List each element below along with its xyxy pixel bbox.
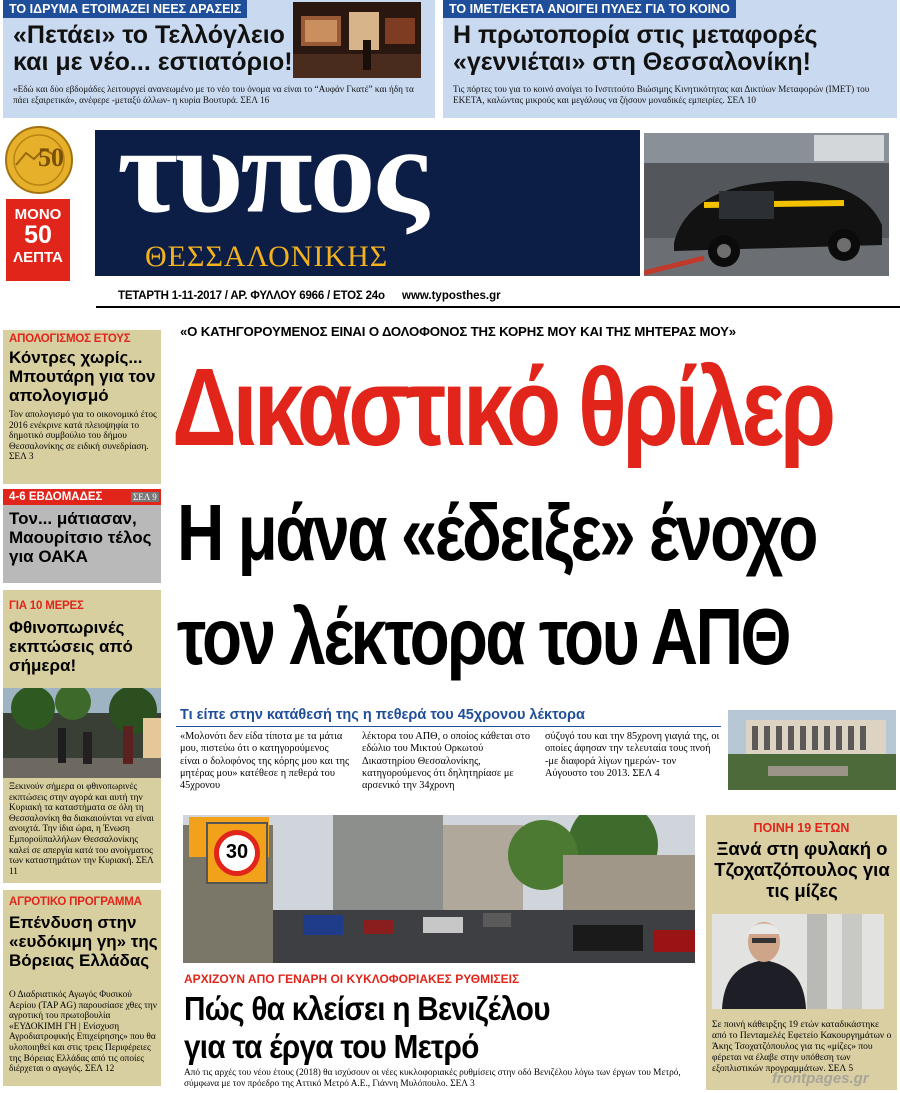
taxi-photo — [644, 133, 889, 276]
logo-subtitle: ΘΕΣΣΑΛΟΝΙΚΗΣ — [145, 240, 389, 273]
main-title: Δικαστικό θρίλερ — [172, 346, 832, 469]
main-headline-line2: τον λέκτορα του ΑΠΘ — [177, 592, 790, 681]
metro-headline-line2: για τα έργα του Μετρό — [184, 1028, 479, 1065]
sidebar-headline: Επένδυση στην «ευδόκιμη γη» της Βόρειας Ελλάδας — [9, 913, 158, 970]
price-label-only: ΜΟΝΟ — [14, 206, 62, 223]
masthead — [0, 102, 900, 285]
sidebar-headline: Κόντρες χωρίς... Μπουτάρη για τον απολογισμό — [9, 348, 156, 405]
teaser-photo-exhibition — [293, 2, 421, 78]
sidebar-story-eudokimi[interactable] — [3, 890, 161, 1086]
coin-value: 50 — [38, 143, 64, 172]
masthead-banner — [95, 102, 640, 276]
main-col-3: σύζυγό του και την 85χρονη γιαγιά της, οι οποίες άφησαν την τελευταία τους πνοή -με διαφορά λίγων ημερών- τον Αύγουστο του 2013. ΣΕΛ 4 — [545, 731, 720, 779]
right-story[interactable] — [706, 815, 897, 1090]
sidebar-body: Ο Διαδριατικός Αγωγός Φυσικού Αερίου (TAP AG) παρουσίασε χθες την αγροτική του πρωτοβουλία «ΕΥΔΟΚΙΜΗ ΓΗ | Ενίσχυση Αγροδιατροφικής Επιχείρησης» που θα υλοποιηθεί και στις τρεις Περιφέρειες της Βόρειας Ελλάδας από τις οποίες διέρχεται ο αγωγός. ΣΕΛ 12 — [9, 990, 157, 1075]
main-headline-line1: Η μάνα «έδειξε» ένοχο — [177, 488, 816, 577]
sidebar-headline: Φθινοπωρινές εκπτώσεις από σήμερα! — [9, 618, 133, 675]
teaser-kicker: ΤΟ ΙΜΕΤ/ΕΚΕΤΑ ΑΝΟΙΓΕΙ ΠΥΛΕΣ ΓΙΑ ΤΟ ΚΟΙΝΟ — [443, 0, 736, 18]
teaser-kicker: ΤΟ ΙΔΡΥΜΑ ΕΤΟΙΜΑΖΕΙ ΝΕΕΣ ΔΡΑΣΕΙΣ — [3, 0, 247, 18]
website-link[interactable]: www.typosthes.gr — [402, 290, 501, 302]
sidebar-body: Ξεκινούν σήμερα οι φθινοπωρινές εκπτώσεις στην αγορά και αυτή την Κυριακή τα καταστήματα σε όλη τη Θεσσαλονίκη θα διακαιούνται να είναι ανοιχτά. Την ίδια ώρα, η Ένωση Εμποροϋπαλλήλων Θεσσαλονίκης καλεί σε απεργία κατά του ανοίγματος των καταστημάτων την Κυριακή. ΣΕΛ 11 — [9, 782, 154, 877]
main-quote: «Ο ΚΑΤΗΓΟΡΟΥΜΕΝΟΣ ΕΙΝΑΙ Ο ΔΟΛΟΦΟΝΟΣ ΤΗΣ ΚΟΡΗΣ ΜΟΥ ΚΑΙ ΤΗΣ ΜΗΤΕΡΑΣ ΜΟΥ» — [180, 324, 736, 339]
sidebar-kicker: ΓΙΑ 10 ΜΕΡΕΣ — [9, 600, 84, 612]
teaser-headline-line1: «Πετάει» το Τελλόγλειο — [13, 21, 285, 49]
logo-typos: τυπος — [117, 102, 426, 239]
sidebar-body: Τον απολογισμό για το οικονομικό έτος 2016 ενέκρινε κατά πλειοψηφία το δημοτικό συμβούλιο του δήμου Θεσσαλονίκης σε ειδική συνεδρίαση. ΣΕΛ 3 — [9, 410, 157, 463]
right-kicker: ΠΟΙΝΗ 19 ΕΤΩΝ — [753, 821, 850, 835]
teaser-headline-line1: Η πρωτοπορία στις μεταφορές — [453, 21, 818, 49]
subhead-rule — [176, 726, 721, 727]
teaser-headline-line2: «γεννιέται» στη Θεσσαλονίκη! — [453, 48, 811, 76]
price-unit: ΛΕΠΤΑ — [13, 249, 63, 266]
metro-kicker: ΑΡΧΙΖΟΥΝ ΑΠΟ ΓΕΝΑΡΗ ΟΙ ΚΥΚΛΟΦΟΡΙΑΚΕΣ ΡΥΘΜΙΣΕΙΣ — [184, 972, 520, 986]
main-col-2: λέκτορα του ΑΠΘ, ο οποίος κάθεται στο εδώλιο του Μικτού Ορκωτού Δικαστηρίου Θεσσαλονίκης, κατηγορούμενος ότι δηλητηρίασε με αρσενικό την 34χρονη — [362, 731, 530, 792]
sidebar-story-ekptoseis[interactable] — [3, 590, 161, 883]
tsochatzopoulos-photo — [712, 914, 884, 1009]
price-amount: 50 — [24, 221, 52, 249]
sidebar-kicker: ΑΠΟΛΟΓΙΣΜΟΣ ΕΤΟΥΣ — [9, 333, 131, 345]
price-badge — [6, 199, 70, 281]
teaser-imet[interactable] — [443, 0, 897, 118]
metro-headline-line1: Πώς θα κλείσει η Βενιζέλου — [184, 990, 550, 1027]
main-col-1: «Μολονότι δεν είδα τίποτα με τα μάτια μου, πιστεύω ότι ο κατηγορούμενος είναι ο δολοφόνος της κόρης μου και της μητέρας μου» κατέθεσε η πεθερά του 45χρονου — [180, 731, 350, 792]
sidebar-kicker: 4-6 ΕΒΔΟΜΑΔΕΣ — [9, 491, 103, 503]
sidebar-page-ref: ΣΕΛ 9 — [133, 492, 157, 502]
teaser-body: «Εδώ και δύο εβδομάδες λειτουργεί ανανεωμένο με το νέο του όνομα να είναι το “Αυφάν Γκατέ” και ήδη τα πάει εξαιρετικά», ανέφερε -μεταξύ άλλων- η κυρία Βουτυρά. ΣΕΛ 16 — [13, 84, 414, 105]
sidebar-kicker: ΑΓΡΟΤΙΚΟ ΠΡΟΓΡΑΜΜΑ — [9, 896, 142, 908]
right-body: Σε ποινή κάθειρξης 19 ετών καταδικάστηκε από το Πενταμελές Εφετείο Κακουργημάτων ο Άκης Τσοχατζόπουλος για τις «μίζες» που φέρεται να έλαβε στην υπόθεση των εξοπλιστικών προγραμμάτων. ΣΕΛ 5 — [712, 1020, 892, 1074]
sidebar-story-apologismos[interactable] — [3, 330, 161, 484]
sidebar-headline: Τον... μάτιασαν, Μαουρίτσιο τέλος για ΟΑΚΑ — [9, 509, 152, 566]
courthouse-photo — [728, 710, 896, 790]
teaser-tellogleio[interactable] — [3, 0, 435, 118]
dateline-text: ΤΕΤΑΡΤΗ 1-11-2017 / ΑΡ. ΦΥΛΛΟΥ 6966 / ΕΤΟΣ 24ο — [118, 290, 385, 302]
speed-sign — [206, 822, 268, 884]
right-headline: Ξανά στη φυλακή ο Τζοχατζόπουλος για τις μίζες — [714, 838, 890, 901]
teaser-headline-line2: και με νέο... εστιατόριο! — [13, 48, 293, 76]
speed-sign-value: 30 — [225, 841, 249, 863]
watermark: frontpages.gr — [772, 1070, 869, 1087]
masthead-rule — [96, 306, 900, 308]
metro-body: Από τις αρχές του νέου έτους (2018) θα ισχύσουν οι νέες κυκλοφοριακές ρυθμίσεις στην οδό Βενιζέλου λόγω των έργων του Μετρό, σύμφωνα με τον πρόεδρο της Αττικό Μετρό Α.Ε., Γιάννη Μυλόπουλο. ΣΕΛ 3 — [184, 1068, 681, 1089]
teaser-body: Τις πόρτες του για το κοινό ανοίγει το Ινστιτούτο Βιώσιμης Κινητικότητας και Δικτύων Μεταφορών (ΙΜΕΤ) του ΕΚΕΤΑ, καλώντας μικρούς και μεγάλους να ζήσουν μοναδικές εμπειρίες. ΣΕΛ 10 — [453, 84, 870, 105]
sidebar-photo-street — [3, 688, 161, 778]
sidebar-story-oaka[interactable] — [3, 489, 161, 583]
main-subhead: Τι είπε στην κατάθεσή της η πεθερά του 45χρονου λέκτορα — [180, 707, 585, 723]
